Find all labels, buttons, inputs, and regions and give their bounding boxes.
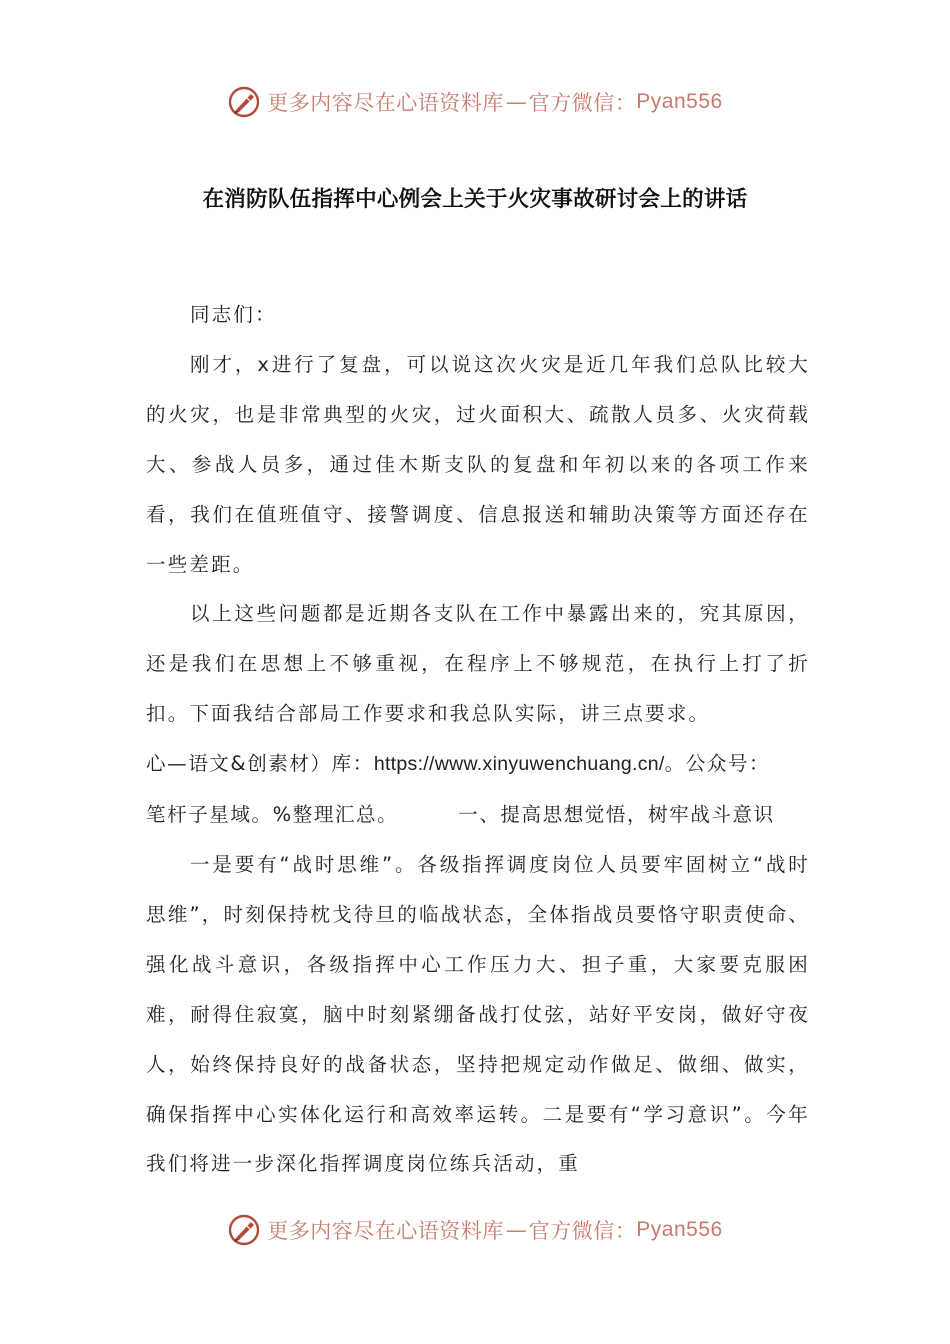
pen-logo-icon (227, 85, 261, 119)
paragraph: 刚才，x进行了复盘，可以说这次火灾是近几年我们总队比较大的火灾，也是非常典型的火灾，过火面积大、疏散人员多、火灾荷载大、参战人员多，通过佳木斯支队的复盘和年初以来的各项工作来看，我们在值班值守、接警调度、信息报送和辅助决策等方面还存在一些差距。 (146, 352, 810, 576)
section-heading: 一、提高思想觉悟，树牢战斗意识 (458, 803, 775, 827)
banner-account: Pyan556 (636, 90, 723, 113)
pen-logo-icon (227, 1213, 261, 1247)
salutation: 同志们： (190, 303, 277, 326)
footer-banner (0, 1212, 950, 1248)
banner-text: 更多内容尽在心语资料库 (267, 91, 504, 115)
source-note-credit: 笔杆子星域。%整理汇总。 (146, 803, 399, 827)
paragraph: 以上这些问题都是近期各支队在工作中暴露出来的，究其原因，还是我们在思想上不够重视，在程序上不够规范，在执行上打了折扣。下面我结合部局工作要求和我总队实际，讲三点要求。 (146, 602, 810, 726)
source-note-line2 (146, 790, 810, 840)
banner-official-label: 官方微信： (528, 91, 637, 115)
header-banner (0, 84, 950, 120)
banner-account: Pyan556 (636, 1218, 723, 1241)
source-note-url: https://www.xinyuwenchuang.cn/ (373, 753, 665, 776)
document-title: 在消防队伍指挥中心例会上关于火灾事故研讨会上的讲话 (202, 187, 748, 212)
source-note (146, 739, 810, 790)
banner-separator: — (505, 1218, 527, 1242)
banner-official-label: 官方微信： (528, 1219, 637, 1243)
paragraph: 一是要有“战时思维”。各级指挥调度岗位人员要牢固树立“战时思维”，时刻保持枕戈待旦的临战状态，全体指战员要恪守职责使命、强化战斗意识，各级指挥中心工作压力大、担子重，大家要克服困难，耐得住寂寞，脑中时刻紧绷备战打仗弦，站好平安岗，做好守夜人，始终保持良好的战备状态，坚持把规定动作做足、做细、做实，确保指挥中心实体化运行和高效率运转。二是要有“学习意识”。今年我们将进一步深化指挥调度岗位练兵活动，重 (146, 852, 810, 1176)
banner-text: 更多内容尽在心语资料库 (267, 1219, 504, 1243)
document-body (146, 290, 810, 1189)
source-note-suffix: 。公众号： (664, 752, 771, 776)
source-note-prefix: 心—语文&创素材）库： (146, 752, 374, 776)
banner-separator: — (505, 90, 527, 114)
